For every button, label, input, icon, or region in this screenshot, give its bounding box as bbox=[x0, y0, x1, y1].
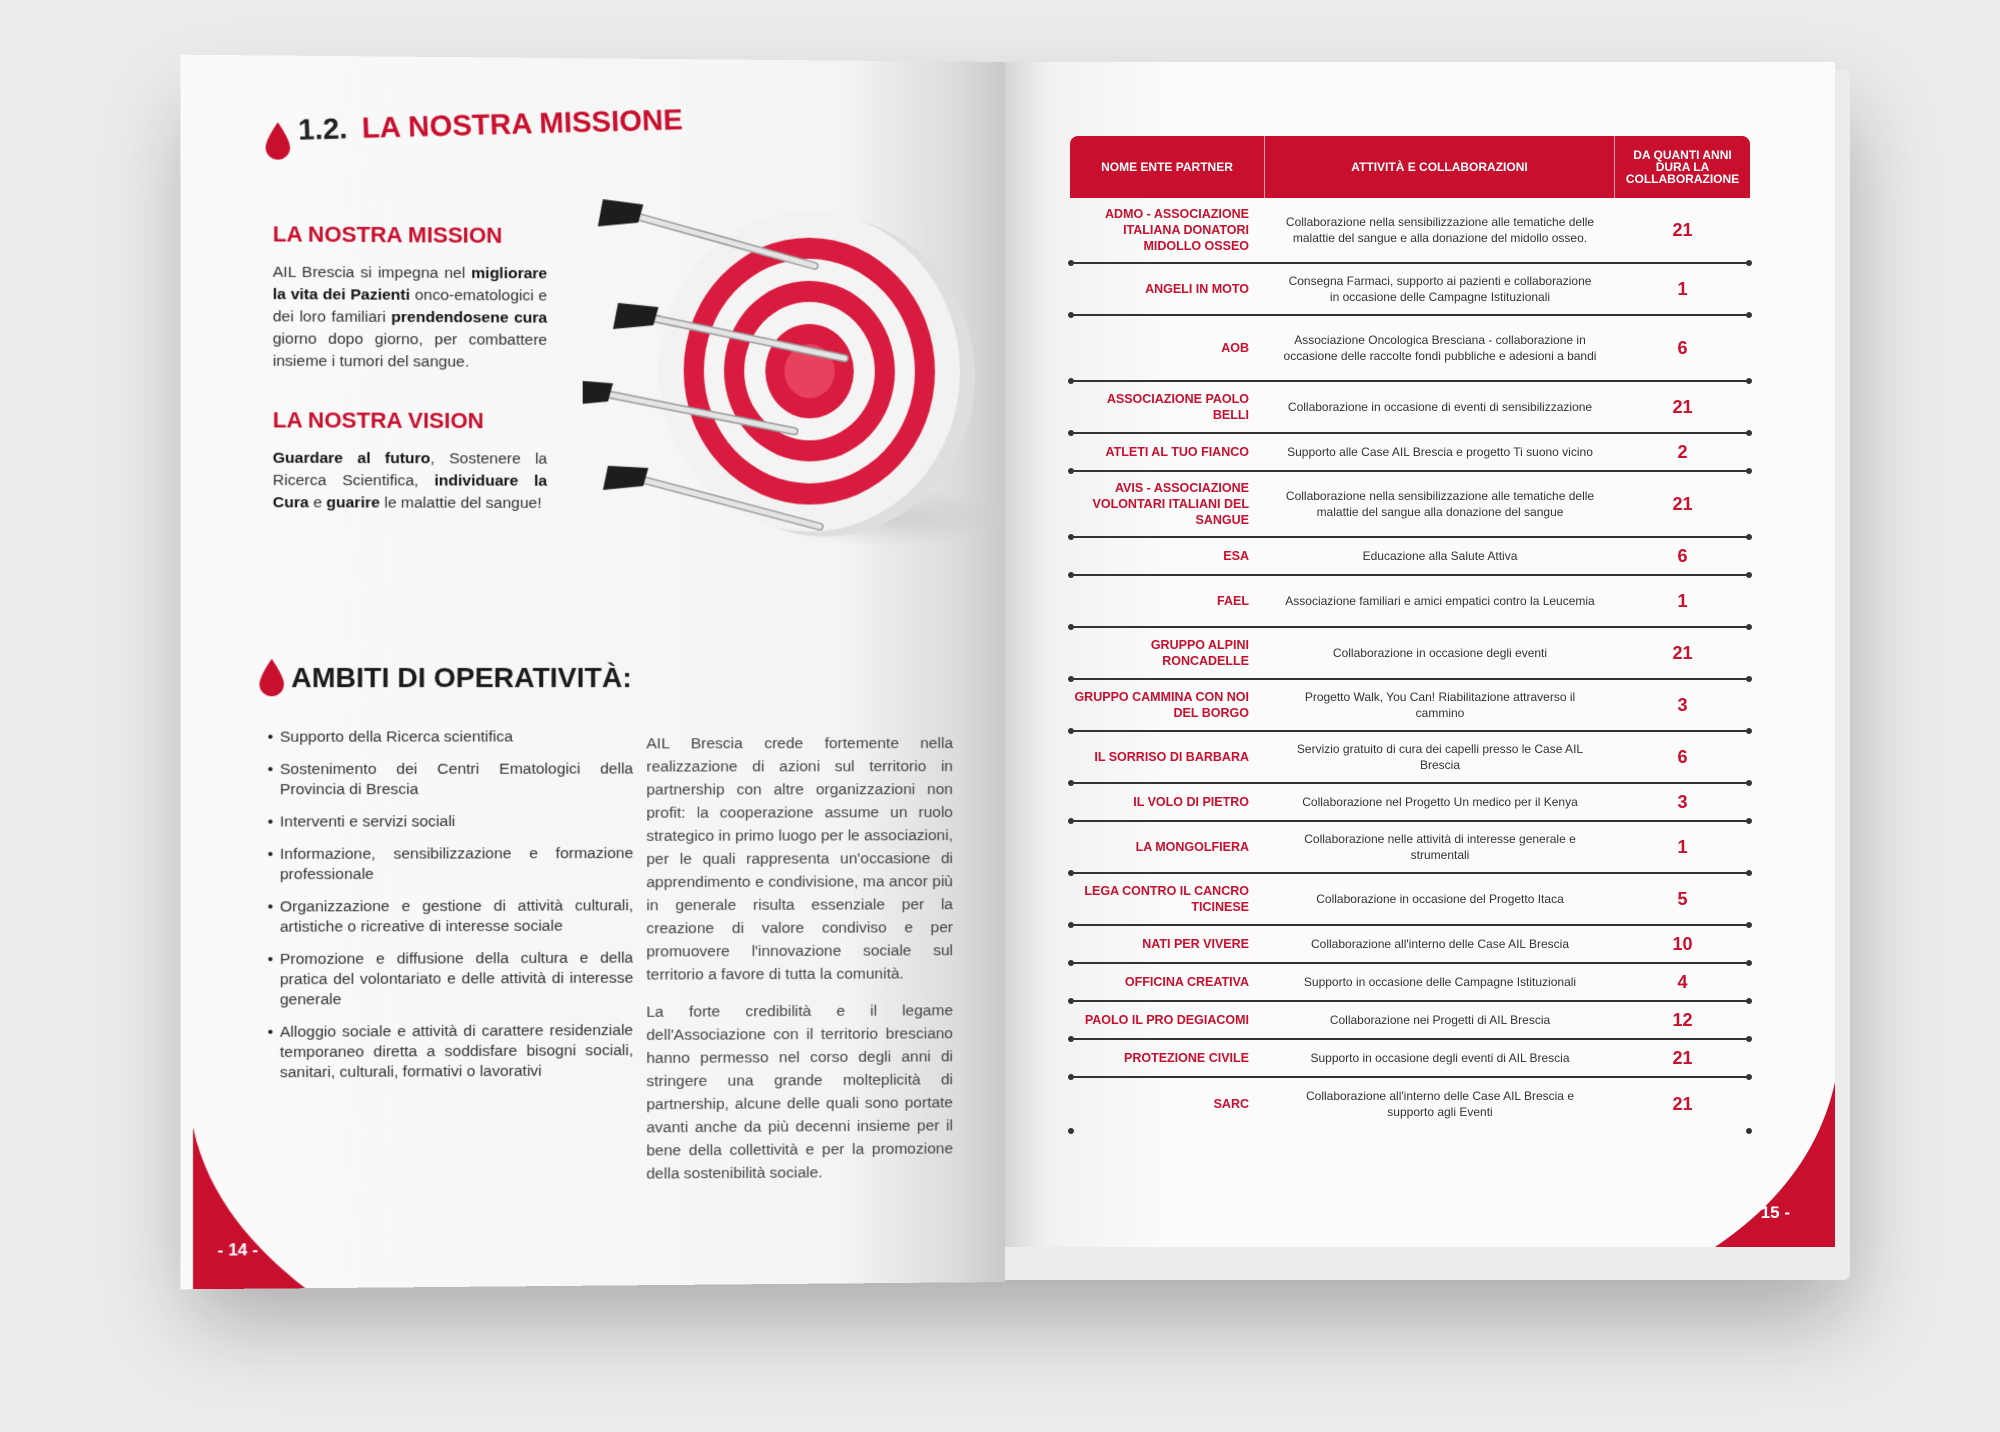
page-number-left: - 14 - bbox=[217, 1240, 259, 1260]
table-row bbox=[1070, 628, 1750, 680]
partner-name: LA MONGOLFIERA bbox=[1135, 840, 1249, 854]
collaboration-years: 21 bbox=[1672, 493, 1693, 514]
table-row bbox=[1070, 1002, 1750, 1040]
collaboration-years: 1 bbox=[1677, 278, 1688, 299]
ambiti-item: • Promozione e diffusione della cultura e della pratica del volontariato e delle attività di interesse generale bbox=[268, 948, 634, 1010]
activity-description: Collaborazione nel Progetto Un medico per il Kenya bbox=[1302, 795, 1578, 809]
bold-text: prendendosene cura bbox=[391, 308, 548, 327]
table-row bbox=[1070, 964, 1750, 1002]
table-row bbox=[1070, 1078, 1750, 1130]
activity-description: Collaborazione in occasione del Progetto Itaca bbox=[1316, 892, 1564, 906]
ambiti-list bbox=[268, 727, 634, 1095]
table-row bbox=[1070, 874, 1750, 926]
text-segment: e bbox=[308, 494, 327, 512]
collaboration-years: 6 bbox=[1677, 545, 1688, 566]
activity-description: Collaborazione all'interno delle Case AIL Brescia e supporto agli Eventi bbox=[1305, 1089, 1574, 1119]
partner-name: IL SORRISO DI BARBARA bbox=[1094, 750, 1249, 764]
partner-name: NATI PER VIVERE bbox=[1142, 937, 1249, 951]
activity-description: Collaborazione in occasione degli eventi bbox=[1332, 646, 1548, 660]
table-row bbox=[1070, 1040, 1750, 1078]
header-activity: ATTIVITÀ E COLLABORAZIONI bbox=[1265, 136, 1615, 198]
collaboration-years: 1 bbox=[1677, 590, 1688, 611]
mission-text bbox=[273, 262, 548, 374]
bold-text: guarire bbox=[326, 494, 380, 512]
partner-name: AVIS - ASSOCIAZIONE VOLONTARI ITALIANI DEL SANGUE bbox=[1092, 481, 1249, 527]
partner-name: OFFICINA CREATIVA bbox=[1124, 975, 1249, 989]
partner-name: ATLETI AL TUO FIANCO bbox=[1105, 445, 1249, 459]
partner-name: ASSOCIAZIONE PAOLO BELLI bbox=[1106, 392, 1249, 422]
activity-description: Collaborazione all'interno delle Case AIL Brescia bbox=[1311, 937, 1569, 951]
table-row bbox=[1070, 576, 1750, 628]
partner-name: GRUPPO CAMMINA CON NOI DEL BORGO bbox=[1074, 690, 1249, 720]
collaboration-years: 21 bbox=[1672, 219, 1693, 240]
activity-description: Servizio gratuito di cura dei capelli presso le Case AIL Brescia bbox=[1296, 742, 1584, 772]
collaboration-years: 3 bbox=[1677, 694, 1688, 715]
table-row bbox=[1070, 732, 1750, 784]
collaboration-years: 21 bbox=[1672, 396, 1693, 417]
activity-description: Collaborazione nella sensibilizzazione alle tematiche delle malattie del sangue alla donazione del sangue bbox=[1285, 489, 1595, 519]
activity-description: Progetto Walk, You Can! Riabilitazione attraverso il cammino bbox=[1304, 690, 1576, 720]
activity-description: Supporto in occasione delle Campagne Istituzionali bbox=[1303, 975, 1577, 989]
collaboration-years: 6 bbox=[1677, 746, 1688, 767]
activity-description: Collaborazione nei Progetti di AIL Brescia bbox=[1329, 1013, 1551, 1027]
vision-title: LA NOSTRA VISION bbox=[272, 407, 484, 434]
collaboration-years: 5 bbox=[1677, 888, 1688, 909]
partner-name: ADMO - ASSOCIAZIONE ITALIANA DONATORI MIDOLLO OSSEO bbox=[1105, 207, 1249, 253]
partner-name: PROTEZIONE CIVILE bbox=[1123, 1051, 1249, 1065]
text-segment: onco-ematologici e dei loro familiari bbox=[272, 286, 548, 326]
header-years: DA QUANTI ANNI DURA LA COLLABORAZIONE bbox=[1625, 148, 1740, 186]
table-row bbox=[1070, 926, 1750, 964]
ambiti-item: • Sostenimento dei Centri Ematologici della Provincia di Brescia bbox=[268, 759, 634, 800]
ambiti-item: • Informazione, sensibilizzazione e formazione professionale bbox=[268, 844, 634, 885]
activity-description: Associazione familiari e amici empatici contro la Leucemia bbox=[1285, 594, 1595, 608]
collaboration-years: 21 bbox=[1672, 642, 1693, 663]
partner-name: ANGELI IN MOTO bbox=[1145, 282, 1249, 296]
table-row bbox=[1070, 822, 1750, 874]
activity-description: Educazione alla Salute Attiva bbox=[1362, 549, 1518, 563]
table-row bbox=[1070, 198, 1750, 264]
text-segment: le malattie del sangue! bbox=[379, 494, 542, 512]
activity-description: Associazione Oncologica Bresciana - collaborazione in occasione delle raccolte fondi pubbliche e adesioni a bandi bbox=[1283, 333, 1597, 363]
partner-name: AOB bbox=[1221, 341, 1249, 355]
ambiti-item: • Alloggio sociale e attività di carattere residenziale temporaneo diretta a soddisfare bisogni sociali, sanitari, culturali, formativi o lavorativi bbox=[268, 1021, 634, 1083]
collaboration-years: 4 bbox=[1677, 971, 1688, 992]
ambiti-item: • Supporto della Ricerca scientifica bbox=[268, 727, 634, 748]
partnership-paragraph-2: La forte credibilità e il legame dell'Associazione con il territorio bresciano hanno permesso nel corso degli anni di stringere una grande molteplicità di partnership, alcune delle quali sono portate avanti anche da più decenni insieme per il bene della collettività e per la promozione della sostenibilità sociale. bbox=[646, 1002, 953, 1183]
table-row bbox=[1070, 472, 1750, 538]
table-row bbox=[1070, 680, 1750, 732]
header-partner: NOME ENTE PARTNER bbox=[1070, 136, 1265, 198]
partner-name: SARC bbox=[1213, 1097, 1249, 1111]
collaboration-years: 1 bbox=[1677, 836, 1688, 857]
ambiti-item: • Organizzazione e gestione di attività culturali, artistiche o ricreative di interesse sociale bbox=[268, 896, 634, 938]
target-illustration bbox=[583, 174, 995, 557]
table-row bbox=[1070, 434, 1750, 472]
table-row bbox=[1070, 264, 1750, 316]
left-page bbox=[181, 55, 1005, 1290]
activity-description: Collaborazione nella sensibilizzazione alle tematiche delle malattie del sangue e alla donazione del midollo osseo. bbox=[1285, 215, 1595, 245]
partner-name: IL VOLO DI PIETRO bbox=[1133, 795, 1249, 809]
partner-name: ESA bbox=[1223, 549, 1249, 563]
activity-description: Collaborazione in occasione di eventi di sensibilizzazione bbox=[1287, 400, 1593, 414]
ambiti-item: • Interventi e servizi sociali bbox=[268, 812, 634, 833]
partner-name: FAEL bbox=[1217, 594, 1249, 608]
table-row bbox=[1070, 382, 1750, 434]
blood-drop-icon bbox=[256, 657, 287, 697]
text-segment: , Sostenere la Ricerca Scientifica, bbox=[272, 450, 548, 490]
collaboration-years: 3 bbox=[1677, 791, 1688, 812]
mission-title: LA NOSTRA MISSION bbox=[272, 221, 503, 248]
table-row bbox=[1070, 784, 1750, 822]
partners-table bbox=[1070, 136, 1750, 1130]
section-name: LA NOSTRA MISSIONE bbox=[361, 104, 684, 145]
collaboration-years: 12 bbox=[1672, 1009, 1693, 1030]
table-header bbox=[1070, 136, 1750, 198]
collaboration-years: 10 bbox=[1672, 933, 1693, 954]
table-body bbox=[1070, 198, 1750, 1130]
table-row bbox=[1070, 538, 1750, 576]
bold-text: migliorare la vita dei Pazienti bbox=[272, 264, 548, 304]
partnership-text bbox=[646, 732, 953, 1200]
ambiti-title: AMBITI DI OPERATIVITÀ: bbox=[291, 661, 632, 694]
text-segment: AIL Brescia si impegna nel bbox=[272, 263, 472, 282]
section-title bbox=[298, 104, 684, 148]
activity-description: Collaborazione nelle attività di interesse generale e strumentali bbox=[1304, 832, 1576, 862]
collaboration-years: 21 bbox=[1672, 1047, 1693, 1068]
collaboration-years: 6 bbox=[1677, 337, 1688, 358]
activity-description: Consegna Farmaci, supporto ai pazienti e collaborazione in occasione delle Campagne Istituzionali bbox=[1288, 274, 1592, 304]
collaboration-years: 2 bbox=[1677, 441, 1688, 462]
section-number: 1.2. bbox=[297, 113, 349, 147]
partnership-paragraph-1: AIL Brescia crede fortemente nella realizzazione di azioni sul territorio in partnership con altre organizzazioni non profit: la cooperazione assume un ruolo strategico in primo luogo per le associazioni, per le quali rappresenta un'occasione di apprendimento e condivisione, ma ancor più in generale risulta essenziale per la creazione di valore condiviso e per promuovere l'innovazione sociale sul territorio a favore di tutta la comunità. bbox=[646, 735, 953, 984]
activity-description: Supporto alle Case AIL Brescia e progetto Ti suono vicino bbox=[1287, 445, 1593, 459]
partner-name: GRUPPO ALPINI RONCADELLE bbox=[1150, 638, 1249, 668]
bold-text: Guardare al futuro bbox=[272, 449, 431, 468]
bold-text: individuare la Cura bbox=[272, 472, 548, 512]
page-number-right: - 15 - bbox=[1750, 1203, 1790, 1222]
right-page bbox=[1005, 62, 1835, 1247]
activity-description: Supporto in occasione degli eventi di AIL Brescia bbox=[1310, 1051, 1570, 1065]
collaboration-years: 21 bbox=[1672, 1093, 1693, 1114]
corner-decoration bbox=[193, 1127, 305, 1290]
blood-drop-icon bbox=[263, 120, 294, 161]
table-row bbox=[1070, 316, 1750, 382]
partner-name: PAOLO IL PRO DEGIACOMI bbox=[1084, 1013, 1249, 1027]
text-segment: giorno dopo giorno, per combattere insieme i tumori del sangue. bbox=[272, 330, 548, 371]
vision-text bbox=[273, 448, 548, 515]
partner-name: LEGA CONTRO IL CANCRO TICINESE bbox=[1084, 884, 1249, 914]
